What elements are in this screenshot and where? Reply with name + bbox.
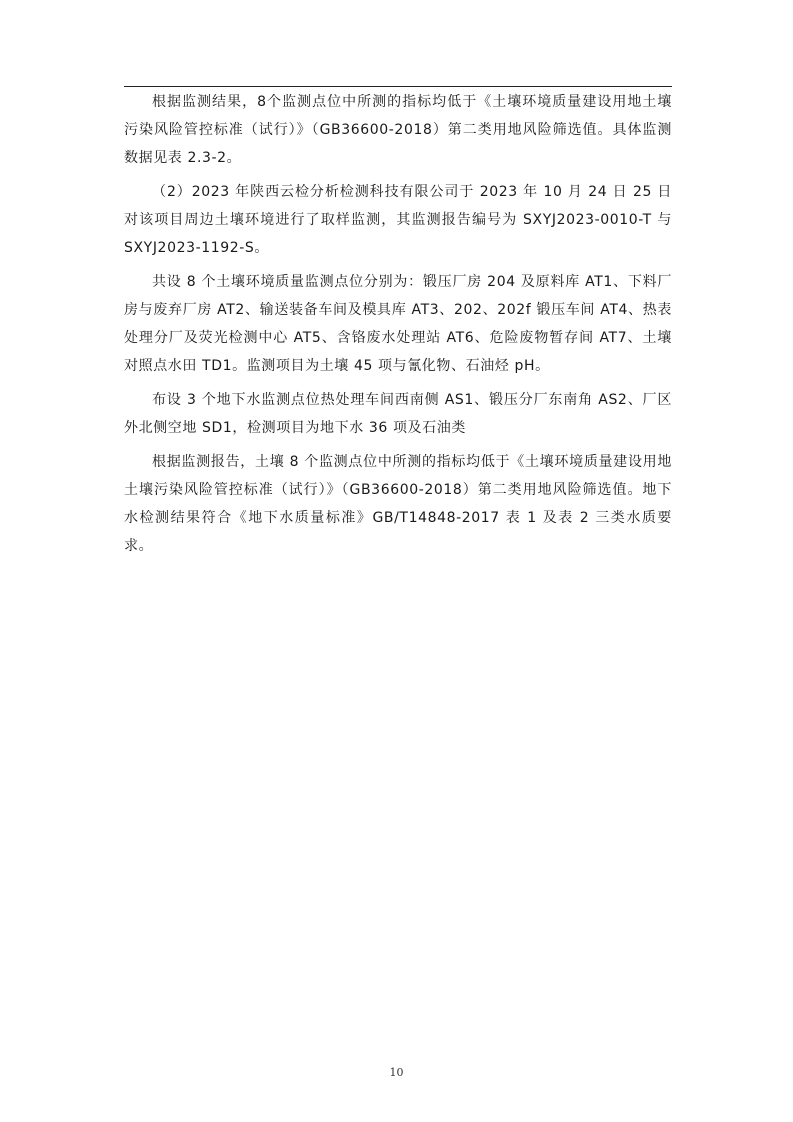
page-number: 10: [389, 1066, 404, 1079]
paragraph-4: 布设 3 个地下水监测点位热处理车间西南侧 AS1、锻压分厂东南角 AS2、厂区外北侧空地 SD1，检测项目为地下水 36 项及石油类: [124, 392, 672, 436]
paragraph-1: 根据监测结果，8个监测点位中所测的指标均低于《土壤环境质量建设用地土壤污染风险管控标准（试行）》（GB36600-2018）第二类用地风险筛选值。具体监测数据见表 2.3-2。: [124, 94, 672, 166]
paragraph-3: 共设 8 个土壤环境质量监测点位分别为：锻压厂房 204 及原料库 AT1、下料厂房与废弃厂房 AT2、输送装备车间及模具库 AT3、202、202f 锻压车间 AT4、热表处理分厂及荧光检测中心 AT5、含铬废水处理站 AT6、危险废物暂存间 AT7、土壤对照点水田 TD1。监测项目为土壤 45 项与氰化物、石油烃 pH。: [124, 274, 672, 374]
paragraph-2: （2）2023 年陕西云检分析检测科技有限公司于 2023 年 10 月 24 日 25 日对该项目周边土壤环境进行了取样监测，其监测报告编号为 SXYJ2023-0010-T 与 SXYJ2023-1192-S。: [124, 184, 672, 256]
paragraph-5: 根据监测报告，土壤 8 个监测点位中所测的指标均低于《土壤环境质量建设用地土壤污染风险管控标准（试行）》（GB36600-2018）第二类用地风险筛选值。地下水检测结果符合《地下水质量标准》GB/T14848-2017 表 1 及表 2 三类水质要求。: [124, 454, 672, 554]
document-body: [124, 88, 672, 566]
header-rule: [124, 86, 672, 87]
